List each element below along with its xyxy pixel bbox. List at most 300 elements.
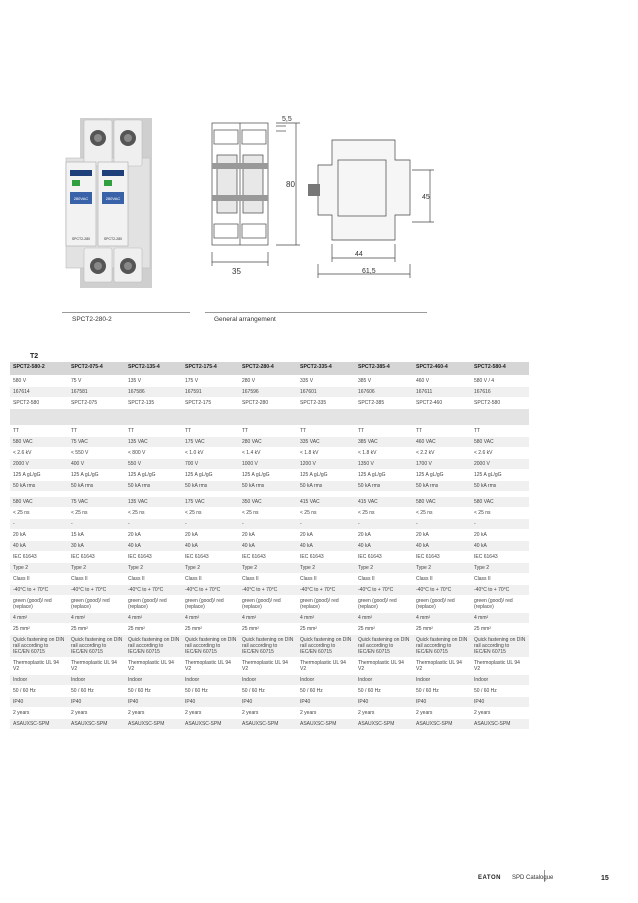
table-cell: green (good)/ red (replace)	[182, 596, 239, 613]
table-cell	[68, 409, 125, 426]
table-cell	[182, 409, 239, 426]
table-cell: 25 mm²	[239, 624, 297, 635]
table-cell: TT	[239, 426, 297, 437]
table-cell	[413, 409, 471, 426]
module-label: 280VAC	[105, 196, 121, 201]
table-cell: TT	[355, 426, 413, 437]
table-cell: 125 A gL/gG	[297, 470, 355, 481]
table-cell: Indoor	[297, 675, 355, 686]
table-cell: 20 kA	[413, 530, 471, 541]
table-cell: 125 A gL/gG	[10, 470, 68, 481]
table-cell: IEC 61643	[10, 552, 68, 563]
caption-rule	[205, 312, 427, 313]
table-cell: Thermoplastic UL 94 V2	[182, 658, 239, 675]
table-row	[10, 624, 529, 635]
table-cell: ASAUXSC-SPM	[239, 719, 297, 730]
table-cell: 550 V	[125, 459, 182, 470]
table-cell: Class II	[413, 574, 471, 585]
table-cell: Type 2	[182, 563, 239, 574]
table-cell: < 1.8 kV	[355, 448, 413, 459]
table-cell: -	[355, 519, 413, 530]
table-cell: Thermoplastic UL 94 V2	[68, 658, 125, 675]
table-cell: SPCT2-460	[413, 398, 471, 409]
table-cell: -	[413, 519, 471, 530]
table-cell: < 25 ns	[355, 508, 413, 519]
table-cell: 335 VAC	[297, 437, 355, 448]
drawing-caption: General arrangement	[214, 316, 276, 323]
dimension-label: 80	[286, 180, 295, 189]
table-cell: Quick fastening on DIN rail according to IEC/EN 60715	[125, 635, 182, 658]
table-cell: < 2.2 kV	[413, 448, 471, 459]
table-cell: -	[297, 519, 355, 530]
table-cell: -40°C to + 70°C	[182, 585, 239, 596]
table-cell: 25 mm²	[413, 624, 471, 635]
table-cell: 2 years	[413, 708, 471, 719]
table-cell: ASAUXSC-SPM	[10, 719, 68, 730]
table-cell: 135 VAC	[125, 437, 182, 448]
table-cell: 25 mm²	[10, 624, 68, 635]
table-cell: Type 2	[239, 563, 297, 574]
table-cell: Class II	[10, 574, 68, 585]
table-row	[10, 675, 529, 686]
table-cell: ASAUXSC-SPM	[355, 719, 413, 730]
table-cell: TT	[125, 426, 182, 437]
table-cell: 700 V	[182, 459, 239, 470]
table-row	[10, 398, 529, 409]
dimension-label: 35	[232, 267, 241, 276]
table-cell: green (good)/ red (replace)	[10, 596, 68, 613]
table-cell: 280 V	[239, 376, 297, 387]
table-cell: < 25 ns	[125, 508, 182, 519]
table-cell: 4 mm²	[297, 613, 355, 624]
table-cell: IEC 61643	[239, 552, 297, 563]
table-cell: Thermoplastic UL 94 V2	[471, 658, 529, 675]
table-row	[10, 552, 529, 563]
table-cell: 385 V	[355, 376, 413, 387]
table-cell: 167606	[355, 387, 413, 398]
table-cell: ASAUXSC-SPM	[68, 719, 125, 730]
table-cell: 50 / 60 Hz	[182, 686, 239, 697]
table-cell: Type 2	[297, 563, 355, 574]
table-row	[10, 470, 529, 481]
column-header: SPCT2-280-4	[239, 362, 297, 376]
table-cell: green (good)/ red (replace)	[239, 596, 297, 613]
dimension-label: 61,5	[362, 268, 376, 275]
table-cell: -40°C to + 70°C	[239, 585, 297, 596]
table-cell: Type 2	[471, 563, 529, 574]
table-cell	[297, 409, 355, 426]
table-row	[10, 613, 529, 624]
table-cell: 40 kA	[182, 541, 239, 552]
table-cell: Indoor	[125, 675, 182, 686]
table-cell: Thermoplastic UL 94 V2	[355, 658, 413, 675]
table-cell: -	[68, 519, 125, 530]
table-cell: 75 VAC	[68, 437, 125, 448]
table-row	[10, 530, 529, 541]
table-cell: < 550 V	[68, 448, 125, 459]
table-cell: green (good)/ red (replace)	[413, 596, 471, 613]
table-cell: SPCT2-580	[10, 398, 68, 409]
table-row	[10, 481, 529, 492]
table-cell: 25 mm²	[355, 624, 413, 635]
table-cell: 2 years	[68, 708, 125, 719]
table-cell: -40°C to + 70°C	[68, 585, 125, 596]
table-cell: ASAUXSC-SPM	[125, 719, 182, 730]
table-cell: Class II	[355, 574, 413, 585]
table-cell: 125 A gL/gG	[413, 470, 471, 481]
table-cell: 15 kA	[68, 530, 125, 541]
table-cell: 20 kA	[182, 530, 239, 541]
table-cell	[471, 409, 529, 426]
table-cell: Indoor	[355, 675, 413, 686]
table-cell: 1000 V	[239, 459, 297, 470]
table-cell: 40 kA	[125, 541, 182, 552]
table-cell: 20 kA	[297, 530, 355, 541]
table-cell: green (good)/ red (replace)	[125, 596, 182, 613]
column-header: SPCT2-580-4	[471, 362, 529, 376]
table-cell: 50 kA rms	[471, 481, 529, 492]
table-cell: 25 mm²	[125, 624, 182, 635]
table-cell: Type 2	[413, 563, 471, 574]
table-cell: 25 mm²	[297, 624, 355, 635]
table-cell: 580 VAC	[10, 497, 68, 508]
table-cell: 1700 V	[413, 459, 471, 470]
table-row	[10, 497, 529, 508]
table-cell: 1200 V	[297, 459, 355, 470]
table-cell: IEC 61643	[125, 552, 182, 563]
table-cell: 50 kA rms	[413, 481, 471, 492]
dimension-label: 5,5	[282, 116, 292, 123]
table-row	[10, 409, 529, 426]
table-cell: Quick fastening on DIN rail according to IEC/EN 60715	[413, 635, 471, 658]
table-row	[10, 376, 529, 387]
table-cell: Indoor	[182, 675, 239, 686]
table-cell: < 1.4 kV	[239, 448, 297, 459]
table-cell: Quick fastening on DIN rail according to IEC/EN 60715	[10, 635, 68, 658]
table-cell: 40 kA	[471, 541, 529, 552]
table-cell: 20 kA	[471, 530, 529, 541]
table-cell: Quick fastening on DIN rail according to IEC/EN 60715	[68, 635, 125, 658]
table-cell: Class II	[471, 574, 529, 585]
catalogue-name: SPD Catalogue	[512, 875, 554, 881]
table-cell: 2 years	[182, 708, 239, 719]
table-cell: SPCT2-135	[125, 398, 182, 409]
table-cell: -40°C to + 70°C	[10, 585, 68, 596]
table-row	[10, 426, 529, 437]
table-cell: 2 years	[355, 708, 413, 719]
table-cell: 167596	[239, 387, 297, 398]
column-header: SPCT2-135-4	[125, 362, 182, 376]
table-row	[10, 437, 529, 448]
section-label: T2	[30, 353, 39, 360]
table-cell: 50 / 60 Hz	[471, 686, 529, 697]
table-cell: -	[182, 519, 239, 530]
table-cell: 50 / 60 Hz	[10, 686, 68, 697]
table-cell: < 25 ns	[471, 508, 529, 519]
table-cell: 4 mm²	[413, 613, 471, 624]
table-cell: IP40	[239, 697, 297, 708]
table-cell: 2 years	[297, 708, 355, 719]
table-cell: 50 kA rms	[355, 481, 413, 492]
table-cell: SPCT2-075	[68, 398, 125, 409]
table-cell: 175 VAC	[182, 437, 239, 448]
table-cell: TT	[68, 426, 125, 437]
table-row	[10, 596, 529, 613]
table-cell: TT	[182, 426, 239, 437]
table-cell: -	[10, 519, 68, 530]
table-cell: < 25 ns	[182, 508, 239, 519]
table-cell: Type 2	[10, 563, 68, 574]
table-cell: 415 VAC	[355, 497, 413, 508]
table-cell: Thermoplastic UL 94 V2	[413, 658, 471, 675]
table-cell: TT	[10, 426, 68, 437]
column-header: SPCT2-460-4	[413, 362, 471, 376]
table-cell: 167611	[413, 387, 471, 398]
product-figures	[0, 0, 638, 330]
table-cell: 4 mm²	[182, 613, 239, 624]
table-cell: 20 kA	[239, 530, 297, 541]
table-cell: 2 years	[10, 708, 68, 719]
table-cell: Quick fastening on DIN rail according to IEC/EN 60715	[182, 635, 239, 658]
table-cell: 580 VAC	[413, 497, 471, 508]
table-cell: 25 mm²	[68, 624, 125, 635]
table-cell	[10, 409, 68, 426]
table-row	[10, 459, 529, 470]
table-cell: 167591	[182, 387, 239, 398]
table-cell: < 25 ns	[68, 508, 125, 519]
table-cell: 1350 V	[355, 459, 413, 470]
table-cell: 460 V	[413, 376, 471, 387]
table-cell: SPCT2-175	[182, 398, 239, 409]
table-cell: green (good)/ red (replace)	[355, 596, 413, 613]
table-cell: -40°C to + 70°C	[471, 585, 529, 596]
table-cell: green (good)/ red (replace)	[297, 596, 355, 613]
module-name: SPCT2-280	[103, 237, 123, 241]
table-cell: 175 V	[182, 376, 239, 387]
table-row	[10, 585, 529, 596]
table-cell: < 25 ns	[413, 508, 471, 519]
table-header-row	[10, 362, 529, 376]
table-cell: 350 VAC	[239, 497, 297, 508]
table-cell: 400 V	[68, 459, 125, 470]
table-row	[10, 658, 529, 675]
table-cell: < 25 ns	[239, 508, 297, 519]
table-cell: 2000 V	[10, 459, 68, 470]
table-cell	[355, 409, 413, 426]
table-row	[10, 635, 529, 658]
table-cell: IEC 61643	[413, 552, 471, 563]
column-header: SPCT2-385-4	[355, 362, 413, 376]
table-cell: 580 V / 4	[471, 376, 529, 387]
table-cell: 280 VAC	[239, 437, 297, 448]
table-cell: 50 / 60 Hz	[68, 686, 125, 697]
caption-rule	[62, 312, 190, 313]
table-row	[10, 387, 529, 398]
table-cell: Quick fastening on DIN rail according to IEC/EN 60715	[355, 635, 413, 658]
table-cell: 50 kA rms	[10, 481, 68, 492]
table-cell: IP40	[413, 697, 471, 708]
spec-table	[10, 362, 529, 730]
dimension-label: 44	[355, 251, 363, 258]
table-cell: 75 V	[68, 376, 125, 387]
table-cell: < 800 V	[125, 448, 182, 459]
table-cell: Class II	[182, 574, 239, 585]
module-label: 280VAC	[73, 196, 89, 201]
table-cell: -	[125, 519, 182, 530]
table-cell: 4 mm²	[68, 613, 125, 624]
table-cell: 4 mm²	[355, 613, 413, 624]
table-cell: 580 V	[10, 376, 68, 387]
table-cell: 50 / 60 Hz	[413, 686, 471, 697]
table-cell: Indoor	[68, 675, 125, 686]
table-cell: 2 years	[239, 708, 297, 719]
table-row	[10, 508, 529, 519]
table-cell: Quick fastening on DIN rail according to IEC/EN 60715	[471, 635, 529, 658]
table-cell: 2 years	[471, 708, 529, 719]
figures-area	[0, 0, 638, 330]
table-cell: 4 mm²	[125, 613, 182, 624]
table-cell: < 25 ns	[10, 508, 68, 519]
column-header: SPCT2-580-2	[10, 362, 68, 376]
table-row	[10, 563, 529, 574]
table-cell: 135 VAC	[125, 497, 182, 508]
table-cell: 50 kA rms	[182, 481, 239, 492]
table-cell: IP40	[297, 697, 355, 708]
photo-caption: SPCT2-280-2	[72, 316, 112, 323]
table-cell: Thermoplastic UL 94 V2	[239, 658, 297, 675]
table-cell: ASAUXSC-SPM	[297, 719, 355, 730]
table-row	[10, 719, 529, 730]
table-cell: IP40	[125, 697, 182, 708]
table-cell: 20 kA	[355, 530, 413, 541]
table-cell: < 2.6 kV	[10, 448, 68, 459]
table-cell: Thermoplastic UL 94 V2	[297, 658, 355, 675]
table-cell: IEC 61643	[182, 552, 239, 563]
table-row	[10, 574, 529, 585]
table-cell: 50 / 60 Hz	[125, 686, 182, 697]
table-row	[10, 708, 529, 719]
table-cell: 580 VAC	[471, 437, 529, 448]
table-cell: < 2.6 kV	[471, 448, 529, 459]
table-cell: 40 kA	[297, 541, 355, 552]
table-cell: Indoor	[413, 675, 471, 686]
table-cell: TT	[471, 426, 529, 437]
table-cell: 580 VAC	[10, 437, 68, 448]
table-cell: IEC 61643	[355, 552, 413, 563]
table-cell: -	[239, 519, 297, 530]
table-cell: 50 / 60 Hz	[355, 686, 413, 697]
table-cell	[125, 409, 182, 426]
table-cell: IP40	[182, 697, 239, 708]
table-cell: 75 VAC	[68, 497, 125, 508]
table-cell: SPCT2-335	[297, 398, 355, 409]
table-cell: green (good)/ red (replace)	[68, 596, 125, 613]
table-cell: -	[471, 519, 529, 530]
table-cell: 50 / 60 Hz	[239, 686, 297, 697]
table-cell: 50 kA rms	[297, 481, 355, 492]
table-cell: IEC 61643	[68, 552, 125, 563]
table-cell: 2000 V	[471, 459, 529, 470]
table-cell: Class II	[125, 574, 182, 585]
column-header: SPCT2-175-4	[182, 362, 239, 376]
brand-logo: EATON	[478, 875, 501, 881]
table-cell: 125 A gL/gG	[125, 470, 182, 481]
table-cell: 50 kA rms	[68, 481, 125, 492]
table-cell: 40 kA	[10, 541, 68, 552]
table-row	[10, 448, 529, 459]
table-cell: -40°C to + 70°C	[125, 585, 182, 596]
table-cell: 167601	[297, 387, 355, 398]
side-view-drawing	[308, 140, 434, 278]
table-cell: Quick fastening on DIN rail according to IEC/EN 60715	[239, 635, 297, 658]
table-cell: SPCT2-580	[471, 398, 529, 409]
module-name: SPCT2-280	[71, 237, 91, 241]
table-cell: IEC 61643	[471, 552, 529, 563]
table-cell: 20 kA	[10, 530, 68, 541]
table-cell	[239, 409, 297, 426]
table-cell: < 1.8 kV	[297, 448, 355, 459]
table-cell: -40°C to + 70°C	[355, 585, 413, 596]
table-cell: Quick fastening on DIN rail according to IEC/EN 60715	[297, 635, 355, 658]
table-cell: 175 VAC	[182, 497, 239, 508]
table-cell: < 1.0 kV	[182, 448, 239, 459]
table-cell: 167616	[471, 387, 529, 398]
table-cell: 167586	[125, 387, 182, 398]
table-cell: Type 2	[125, 563, 182, 574]
table-cell: 415 VAC	[297, 497, 355, 508]
page-number: 15	[601, 875, 609, 882]
front-view-drawing	[212, 123, 300, 266]
table-row	[10, 541, 529, 552]
table-cell: -40°C to + 70°C	[297, 585, 355, 596]
dimension-label: 45	[422, 194, 430, 201]
table-cell: 20 kA	[125, 530, 182, 541]
table-cell: 2 years	[125, 708, 182, 719]
table-cell: 125 A gL/gG	[471, 470, 529, 481]
table-cell: Class II	[297, 574, 355, 585]
table-cell: 335 V	[297, 376, 355, 387]
table-cell: 125 A gL/gG	[68, 470, 125, 481]
table-cell: 125 A gL/gG	[239, 470, 297, 481]
table-cell: 50 / 60 Hz	[297, 686, 355, 697]
column-header: SPCT2-075-4	[68, 362, 125, 376]
table-cell: 4 mm²	[471, 613, 529, 624]
table-cell: 40 kA	[355, 541, 413, 552]
table-cell: IP40	[471, 697, 529, 708]
table-cell: ASAUXSC-SPM	[182, 719, 239, 730]
table-cell: Indoor	[10, 675, 68, 686]
table-cell: Class II	[239, 574, 297, 585]
table-cell: 4 mm²	[10, 613, 68, 624]
table-cell: 125 A gL/gG	[355, 470, 413, 481]
table-row	[10, 697, 529, 708]
table-cell: TT	[297, 426, 355, 437]
table-cell: IEC 61643	[297, 552, 355, 563]
table-cell: green (good)/ red (replace)	[471, 596, 529, 613]
table-cell: 167581	[68, 387, 125, 398]
table-cell: 580 VAC	[471, 497, 529, 508]
column-header: SPCT2-335-4	[297, 362, 355, 376]
product-photo	[66, 118, 152, 288]
table-cell: 40 kA	[239, 541, 297, 552]
table-cell: SPCT2-280	[239, 398, 297, 409]
table-cell: 25 mm²	[471, 624, 529, 635]
table-cell: 135 V	[125, 376, 182, 387]
table-cell: Indoor	[239, 675, 297, 686]
table-cell: 167614	[10, 387, 68, 398]
table-cell: 40 kA	[413, 541, 471, 552]
table-cell: ASAUXSC-SPM	[471, 719, 529, 730]
